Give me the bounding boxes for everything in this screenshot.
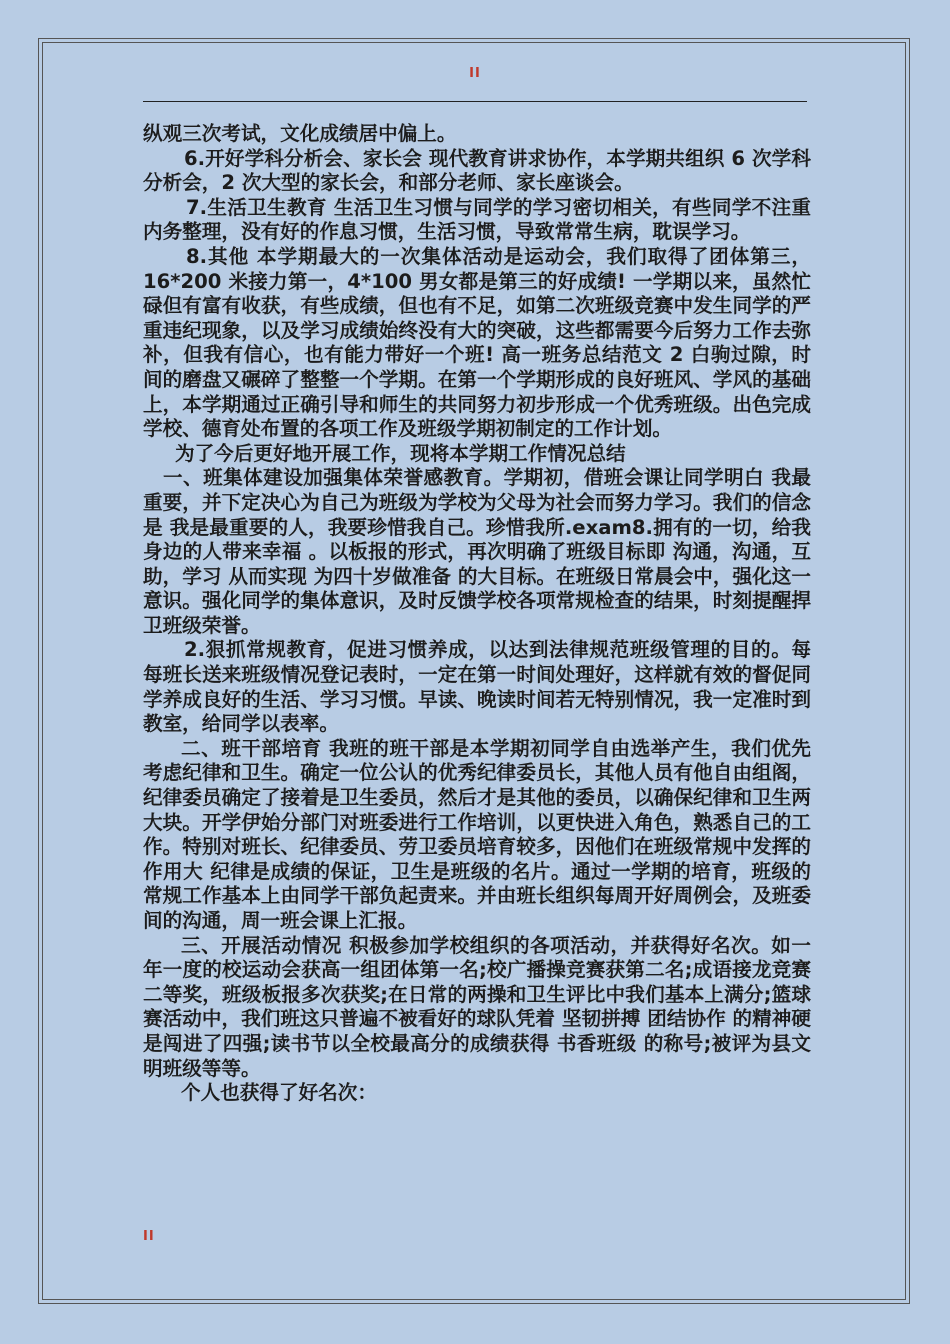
paragraph-4: 8.其他 本学期最大的一次集体活动是运动会，我们取得了团体第三，16*200 米接力第一，4*100 男女都是第三的好成绩! 一学期以来，虽然忙碌但有富有收获，有些成绩，但也有不足，如第二次班级竞赛中发生同学的严重违纪现象，以及学习成绩始终没有大的突破，这些都需要今后努力工作去弥补，但我有信心，也有能力带好一个班! 高一班务总结范文 2 白驹过隙，时间的磨盘又碾碎了整整一个学期。在第一个学期形成的良好班风、学风的基础上，本学期通过正确引导和师生的共同努力初步形成一个优秀班级。出色完成学校、德育处布置的各项工作及班级学期初制定的工作计划。	[143, 244, 811, 441]
header-mark: II	[469, 66, 481, 81]
paragraph-7: 2.狠抓常规教育，促进习惯养成，以达到法律规范班级管理的目的。每每班长送来班级情况登记表时，一定在第一时间处理好，这样就有效的督促同学养成良好的生活、学习习惯。早读、晚读时间若无特别情况，我一定准时到教室，给同学以表率。	[143, 638, 811, 736]
paragraph-5: 为了今后更好地开展工作，现将本学期工作情况总结	[175, 441, 626, 465]
footer-mark: II	[143, 1229, 155, 1244]
paragraph-1: 纵观三次考试，文化成绩居中偏上。	[143, 122, 457, 145]
paragraph-2: 6.开好学科分析会、家长会 现代教育讲求协作，本学期共组织 6 次学科分析会，2 次大型的家长会，和部分老师、家长座谈会。	[143, 146, 811, 195]
paragraph-6: 一、班集体建设加强集体荣誉感教育。学期初，借班会课让同学明白 我最重要，并下定决心为自己为班级为学校为父母为社会而努力学习。我们的信念是 我是最重要的人，我要珍惜我自己。珍惜我所.exam8.拥有的一切，给我身边的人带来幸福 。以板报的形式，再次明确了班级目标即 沟通，沟通，互助，学习 从而实现 为四十岁做准备 的大目标。在班级日常晨会中，强化这一意识。强化同学的集体意识，及时反馈学校各项常规检查的结果，时刻提醒捍卫班级荣誉。	[143, 466, 811, 637]
document-body	[143, 122, 811, 1106]
header-divider	[143, 101, 807, 102]
paragraph-8: 二、班干部培育 我班的班干部是本学期初同学自由选举产生，我们优先考虑纪律和卫生。确定一位公认的优秀纪律委员长，其他人员有他自由组阁，纪律委员确定了接着是卫生委员，然后才是其他的委员，以确保纪律和卫生两大块。开学伊始分部门对班委进行工作培训，以更快进入角色，熟悉自己的工作。特别对班长、纪律委员、劳卫委员培育较多，因他们在班级常规中发挥的作用大 纪律是成绩的保证，卫生是班级的名片。通过一学期的培育，班级的常规工作基本上由同学干部负起责来。并由班长组织每周开好周例会，及班委间的沟通，周一班会课上汇报。	[143, 736, 811, 932]
paragraph-10: 个人也获得了好名次：	[181, 1081, 377, 1105]
paragraph-9: 三、开展活动情况 积极参加学校组织的各项活动，并获得好名次。如一年一度的校运动会获高一组团体第一名;校广播操竞赛获第二名;成语接龙竞赛二等奖，班级板报多次获奖;在日常的两操和卫生评比中我们基本上满分;篮球赛活动中，我们班这只普遍不被看好的球队凭着 坚韧拼搏 团结协作 的精神硬是闯进了四强;读书节以全校最高分的成绩获得 书香班级 的称号;被评为县文明班级等等。	[143, 933, 811, 1080]
paragraph-3: 7.生活卫生教育 生活卫生习惯与同学的学习密切相关，有些同学不注重内务整理，没有好的作息习惯，生活习惯，导致常常生病，耽误学习。	[143, 195, 811, 244]
